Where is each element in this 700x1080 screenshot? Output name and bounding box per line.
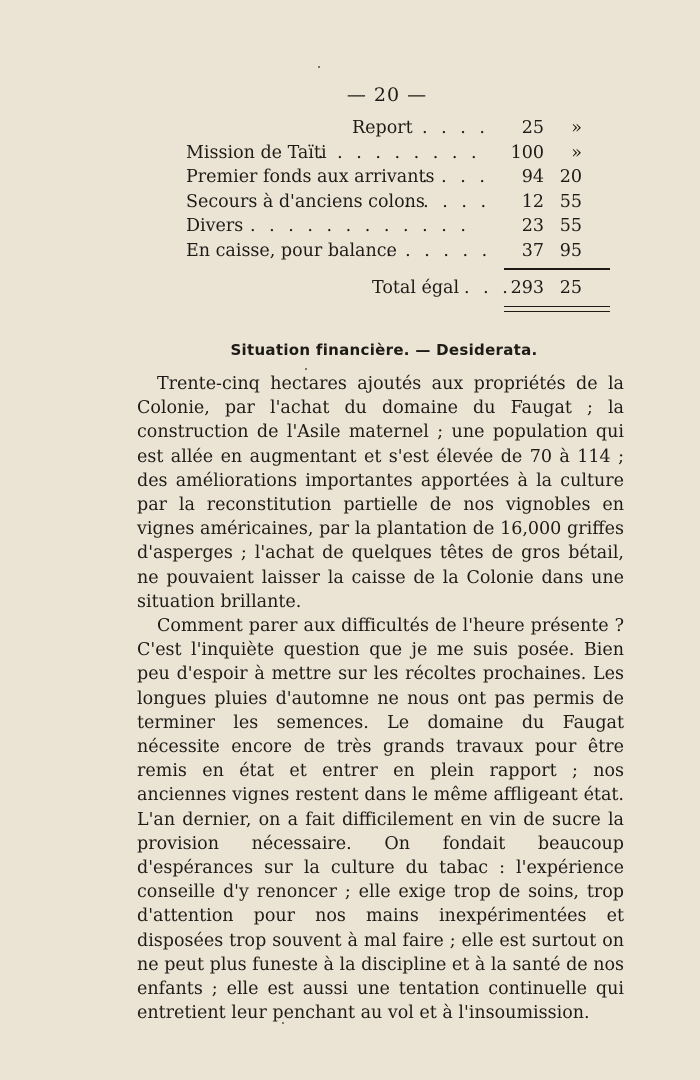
amount-cents: 25	[559, 278, 582, 298]
dot-leader: . . . .	[422, 118, 489, 138]
print-speck	[305, 368, 307, 370]
account-row	[186, 141, 610, 166]
paragraph: Comment parer aux difficultés de l'heure présente ? C'est l'inquiète question que je me suis posée. Bien peu d'espoir à mettre sur les récoltes prochaines. Les longues pluies d'automne ne nous ont pas permis de terminer les semences. Le domaine du Faugat nécessite encore de très grands travaux pour être remis en état et entrer en plein rapport ; nos anciennes vignes restent dans le même affligeant état. L'an dernier, on a fait difficilement en vin de sucre la provision nécessaire. On fondait beaucoup d'espérances sur la culture du tabac : l'expérience conseille d'y renoncer ; elle exige trop de soins, trop d'attention pour nos mains inexpérimentées et disposées trop souvent à mal faire ; elle est surtout on ne peut plus funeste à la discipline et à la santé de nos enfants ; elle est aussi une tentation continuelle qui entretient leur penchant au vol et à l'insoumission.	[137, 616, 624, 1024]
amount-cents: 95	[559, 240, 582, 261]
account-row-total	[186, 276, 610, 302]
account-row	[186, 214, 610, 239]
dot-leader: . . . . . . . . . . . .	[250, 216, 470, 236]
account-row	[186, 239, 610, 264]
account-row-report	[186, 116, 610, 141]
account-amount	[504, 141, 582, 166]
total-amount	[504, 276, 582, 301]
print-speck	[318, 66, 320, 68]
account-amount	[504, 116, 582, 141]
section-heading: Situation financière. — Desiderata.	[230, 341, 538, 359]
account-label: Report	[352, 118, 413, 138]
account-label: Divers	[186, 216, 244, 236]
account-amount	[504, 165, 582, 190]
body-text	[137, 372, 624, 1025]
account-amount	[504, 190, 582, 215]
amount-francs: 100	[510, 142, 544, 163]
dot-leader: . . . . .	[404, 191, 491, 212]
account-row	[186, 165, 610, 190]
accounts-table	[186, 116, 610, 298]
amount-francs: 293	[510, 278, 544, 298]
amount-francs: 12	[521, 191, 544, 212]
account-amount	[504, 214, 582, 239]
account-amount	[504, 239, 582, 264]
dot-leader: . . .	[464, 278, 512, 298]
total-label: Total égal	[372, 278, 460, 298]
amount-francs: 37	[521, 240, 544, 261]
total-double-rule	[504, 306, 610, 312]
amount-francs: 94	[521, 167, 544, 187]
dot-leader: . . . . . . . . .	[318, 142, 481, 163]
amount-cents: »	[571, 118, 582, 138]
amount-cents: 20	[559, 167, 582, 187]
account-label: Mission de Taïti	[186, 142, 327, 163]
account-label: En caisse, pour balance	[186, 240, 397, 261]
amount-cents: »	[571, 142, 582, 163]
amount-cents: 55	[559, 216, 582, 236]
amount-francs: 25	[521, 118, 544, 138]
amount-francs: 23	[521, 216, 544, 236]
account-label: Premier fonds aux arrivants	[186, 167, 435, 187]
page-number: — 20 —	[346, 84, 428, 106]
account-row	[186, 190, 610, 215]
dot-leader: . . . .	[422, 167, 489, 187]
paragraph: Trente-cinq hectares ajoutés aux propriétés de la Colonie, par l'achat du domaine du Faugat ; la construction de l'Asile maternel ; une population qui est allée en augmentant et s'est élevée de 70 à 114 ; des améliorations importantes apportées à la culture par la reconstitution partielle de nos vignobles en vignes américaines, par la plantation de 16,000 griffes d'asperges ; l'achat de quelques têtes de gros bétail, ne pouvaient laisser la caisse de la Colonie dans une situation brillante.	[137, 374, 624, 612]
amount-cents: 55	[559, 191, 582, 212]
dot-leader: . . . . . .	[386, 240, 492, 261]
account-label: Secours à d'anciens colons	[186, 191, 425, 212]
sum-rule	[504, 268, 610, 270]
